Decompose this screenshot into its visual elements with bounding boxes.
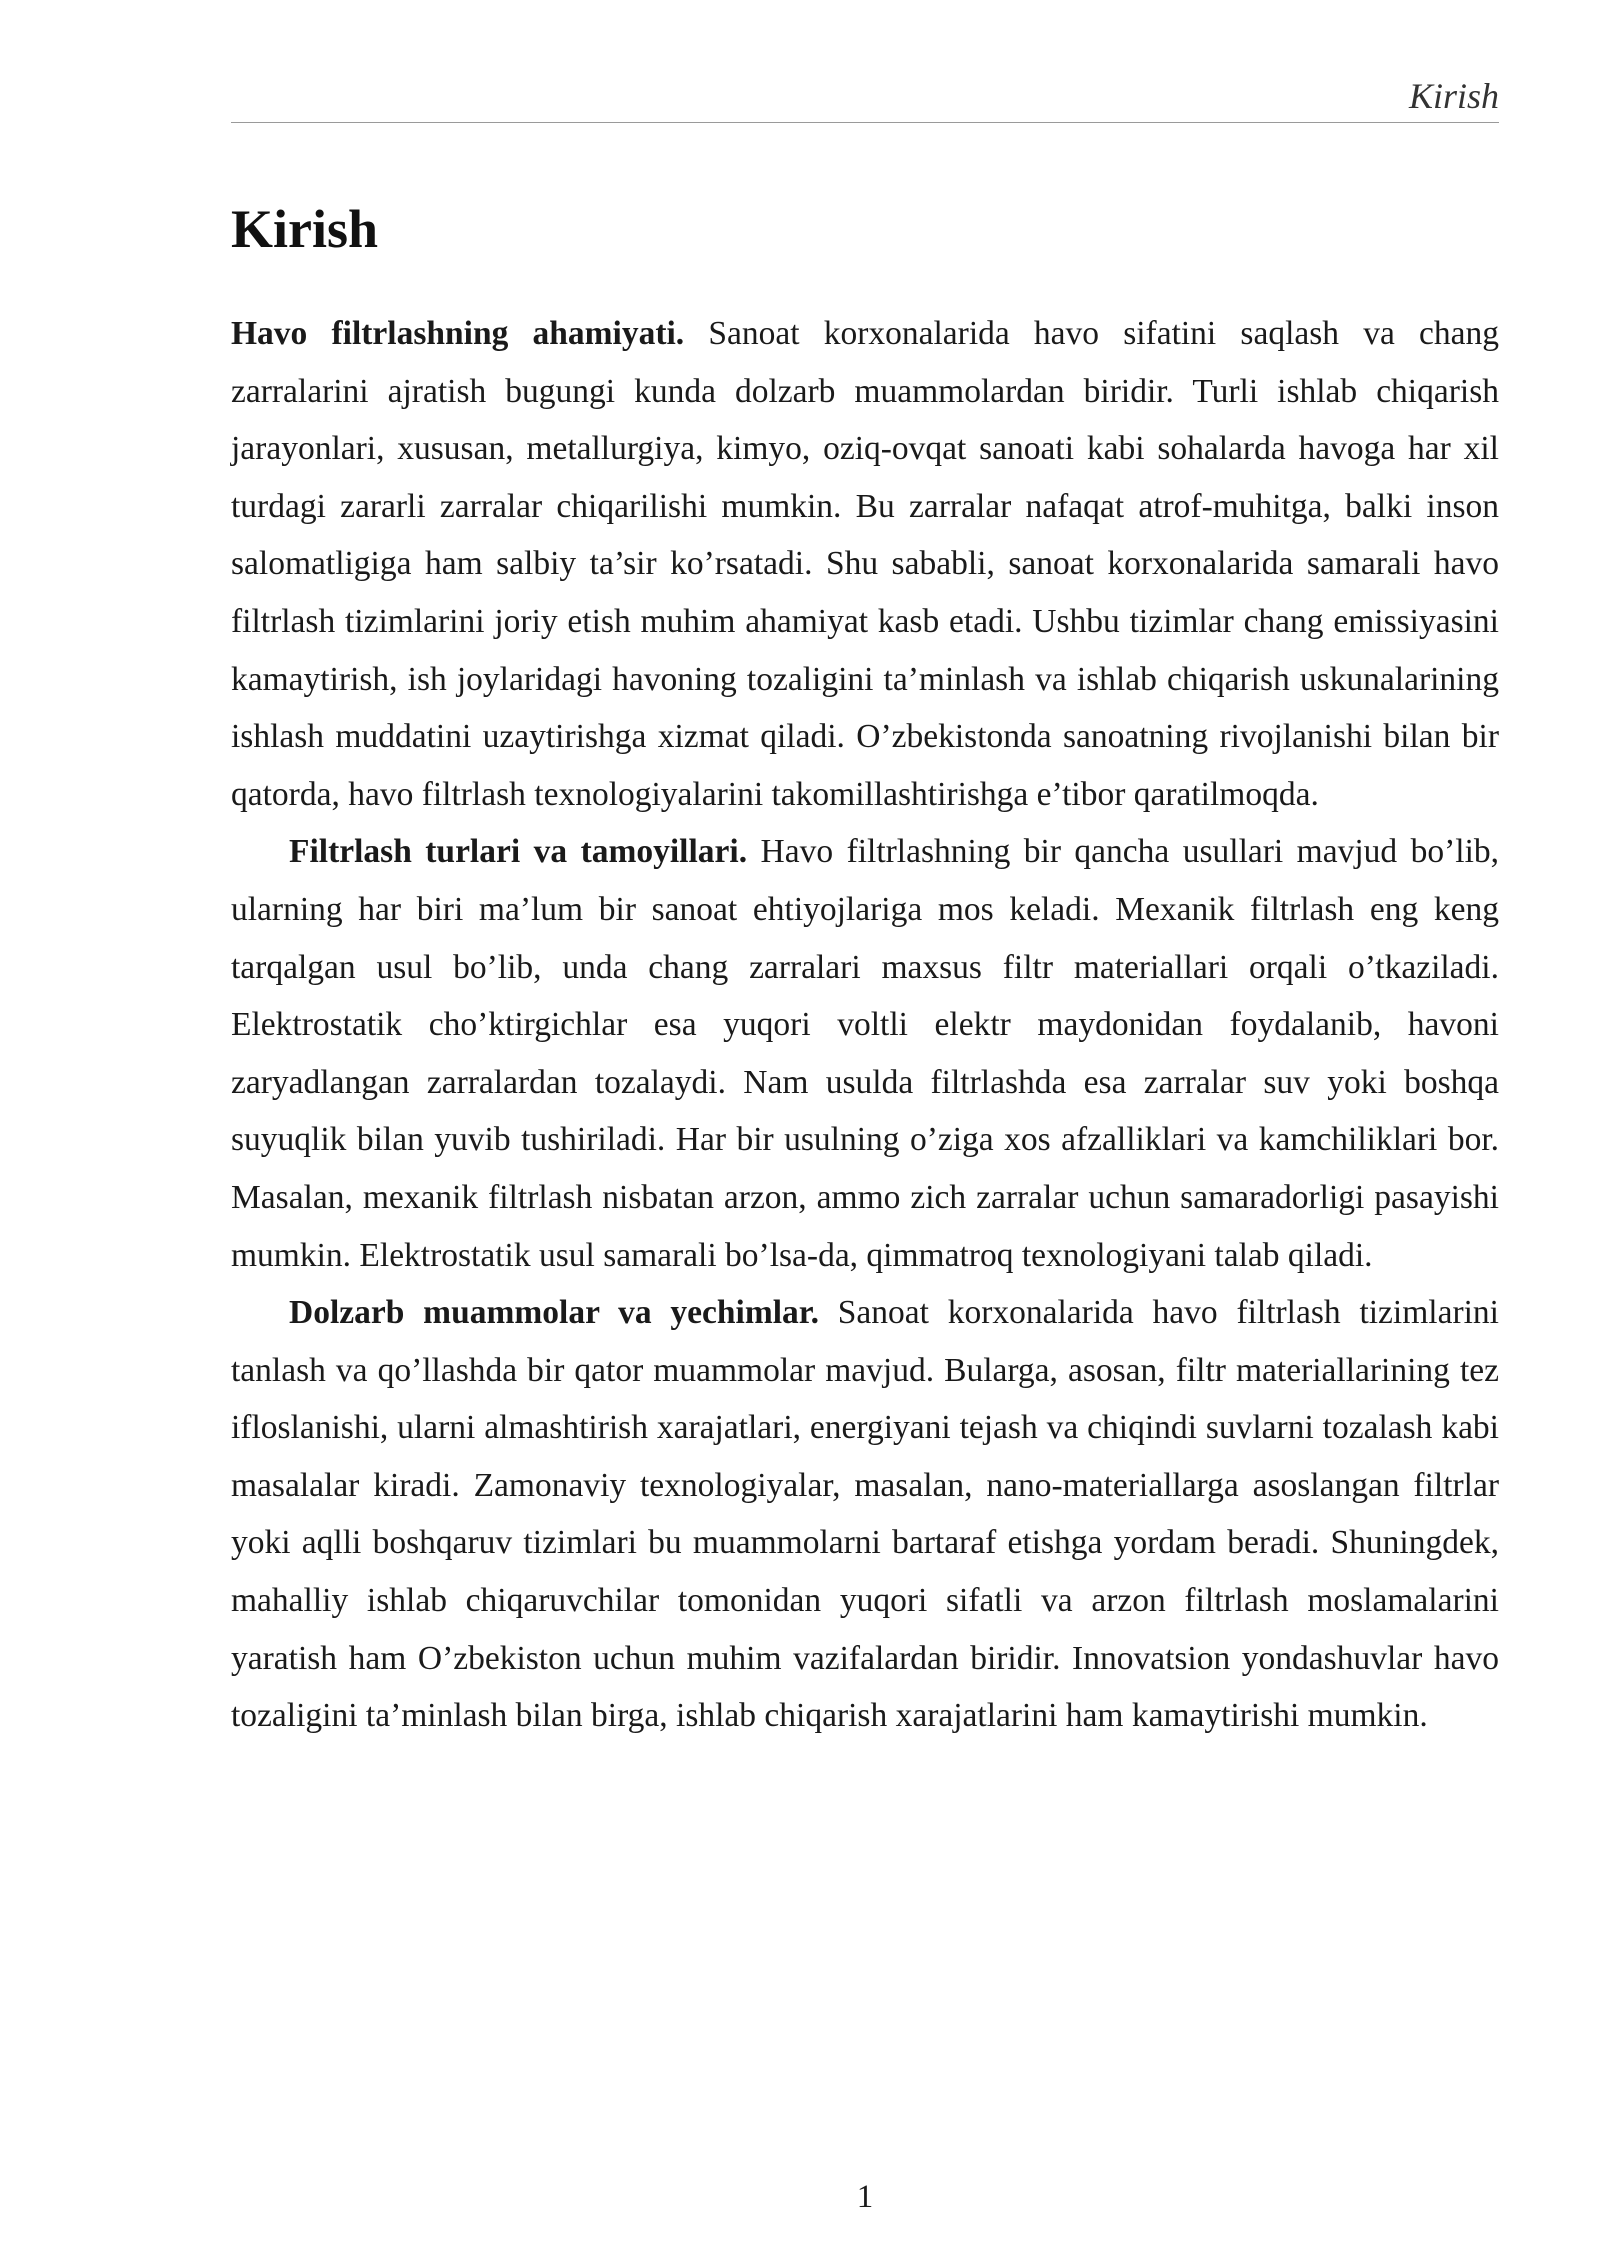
running-header: Kirish	[1408, 76, 1499, 116]
paragraph-body: Sanoat korxonalarida havo sifatini saqlash va chang zarralarini ajratish bugungi kunda dolzarb muammolardan biridir. Turli ishlab chiqarish jarayonlari, xususan, metallurgiya, kimyo, oziq-ovqat sanoati kabi sohalarda havoga har xil turdagi zararli zarralar chiqarilishi mumkin. Bu zarralar nafaqat atrof-muhitga, balki inson salomatligiga ham salbiy ta’sir ko’rsatadi. Shu sababli, sanoat korxonalarida samarali havo filtrlash tizimlarini joriy etish muhim ahamiyat kasb etadi. Ushbu tizimlar chang emissiyasini kamaytirish, ish joylaridagi havoning tozaligini ta’minlash va ishlab chiqarish uskunalarining ishlash muddatini uzaytirishga xizmat qiladi. O’zbekistonda sanoatning rivojlanishi bilan bir qatorda, havo filtrlash texnologiyalarini takomillashtirishga e’tibor qaratilmoqda.	[231, 315, 1499, 813]
paragraph-body: Havo filtrlashning bir qancha usullari mavjud bo’lib, ularning har biri ma’lum bir sanoat ehtiyojlariga mos keladi. Mexanik filtrlash eng keng tarqalgan usul bo’lib, unda chang zarralari maxsus filtr materiallari orqali o’tkaziladi. Elektrostatik cho’ktirgichlar esa yuqori voltli elektr maydonidan foydalanib, havoni zaryadlangan zarralardan tozalaydi. Nam usulda filtrlashda esa zarralar suv yoki boshqa suyuqlik bilan yuvib tushiriladi. Har bir usulning o’ziga xos afzalliklari va kamchiliklari bor. Masalan, mexanik filtrlash nisbatan arzon, ammo zich zarralar uchun samaradorligi pasayishi mumkin. Elektrostatik usul samarali bo’lsa-da, qimmatroq texnologiyani talab qiladi.	[231, 833, 1499, 1274]
paragraph-lead: Dolzarb muammolar va yechimlar.	[289, 1294, 819, 1332]
paragraph-lead: Havo filtrlashning ahamiyati.	[231, 315, 685, 352]
paragraph-importance	[231, 305, 1499, 823]
paragraph-body: Sanoat korxonalarida havo filtrlash tizimlarini tanlash va qo’llashda bir qator muammolar mavjud. Bularga, asosan, filtr materiallarining tez ifloslanishi, ularni almashtirish xarajatlari, energiyani tejash va chiqindi suvlarni tozalash kabi masalalar kiradi. Zamonaviy texnologiyalar, masalan, nano-materiallarga asoslangan filtrlar yoki aqlli boshqaruv tizimlari bu muammolarni bartaraf etishga yordam beradi. Shuningdek, mahalliy ishlab chiqaruvchilar tomonidan yuqori sifatli va arzon filtrlash moslamalarini yaratish ham O’zbekiston uchun muhim vazifalardan biridir. Innovatsion yondashuvlar havo tozaligini ta’minlash bilan birga, ishlab chiqarish xarajatlarini ham kamaytirishi mumkin.	[231, 1294, 1499, 1735]
header-divider	[231, 122, 1499, 123]
paragraph-lead: Filtrlash turlari va tamoyillari.	[289, 833, 748, 871]
paragraph-filter-types	[231, 823, 1499, 1284]
body-text	[231, 305, 1499, 1745]
document-page	[231, 0, 1499, 2262]
page-number: 1	[856, 2179, 874, 2215]
paragraph-problems-solutions	[231, 1284, 1499, 1745]
chapter-title: Kirish	[231, 199, 379, 259]
